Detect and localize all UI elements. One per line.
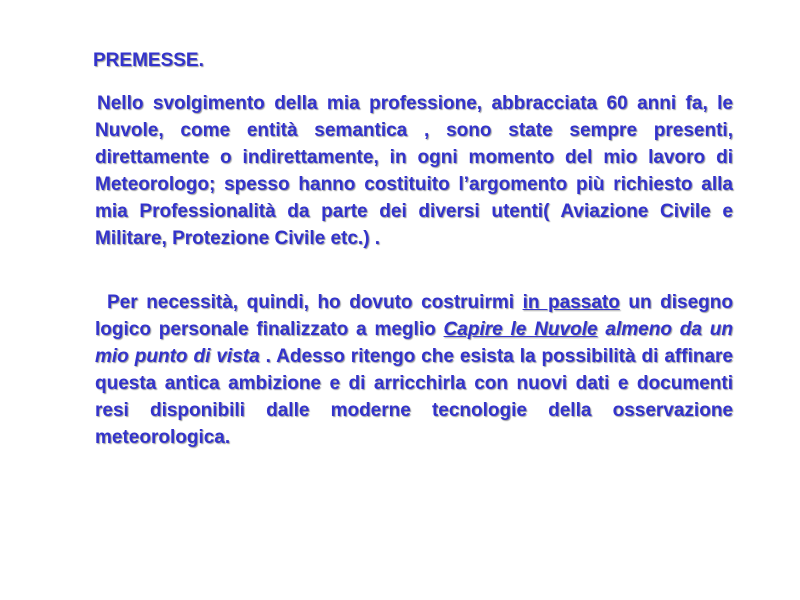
emphasized-phrase: Capire le Nuvole bbox=[443, 319, 598, 340]
paragraph-text: un disegno logico personale finalizzato a meglio bbox=[95, 292, 733, 340]
paragraph-intro: Nello svolgimento della mia professione, abbracciata 60 anni fa, le Nuvole, come entità semantica , sono state sempre presenti, direttamente o indirettamente, in ogni momento del mio lavoro di Meteorologo; spesso hanno costituito l’argomento più richiesto alla mia Professionalità da parte dei diversi utenti( Aviazione Civile e Militare, Protezione Civile etc.) . bbox=[95, 93, 733, 249]
paragraph-text: . Adesso ritengo che esista la possibilità di affinare questa antica ambizione e di arricchirla con nuovi dati e documenti resi disponibili dalle moderne tecnologie della osservazione meteorologica. bbox=[95, 346, 733, 448]
paragraph-necessity bbox=[95, 289, 733, 451]
paragraph-text: Per necessità, quindi, ho dovuto costruirmi bbox=[107, 292, 523, 313]
underlined-phrase: in passato bbox=[522, 292, 620, 313]
italic-phrase: almeno da un mio punto di vista bbox=[95, 319, 733, 367]
slide-heading: PREMESSE. bbox=[93, 50, 204, 71]
